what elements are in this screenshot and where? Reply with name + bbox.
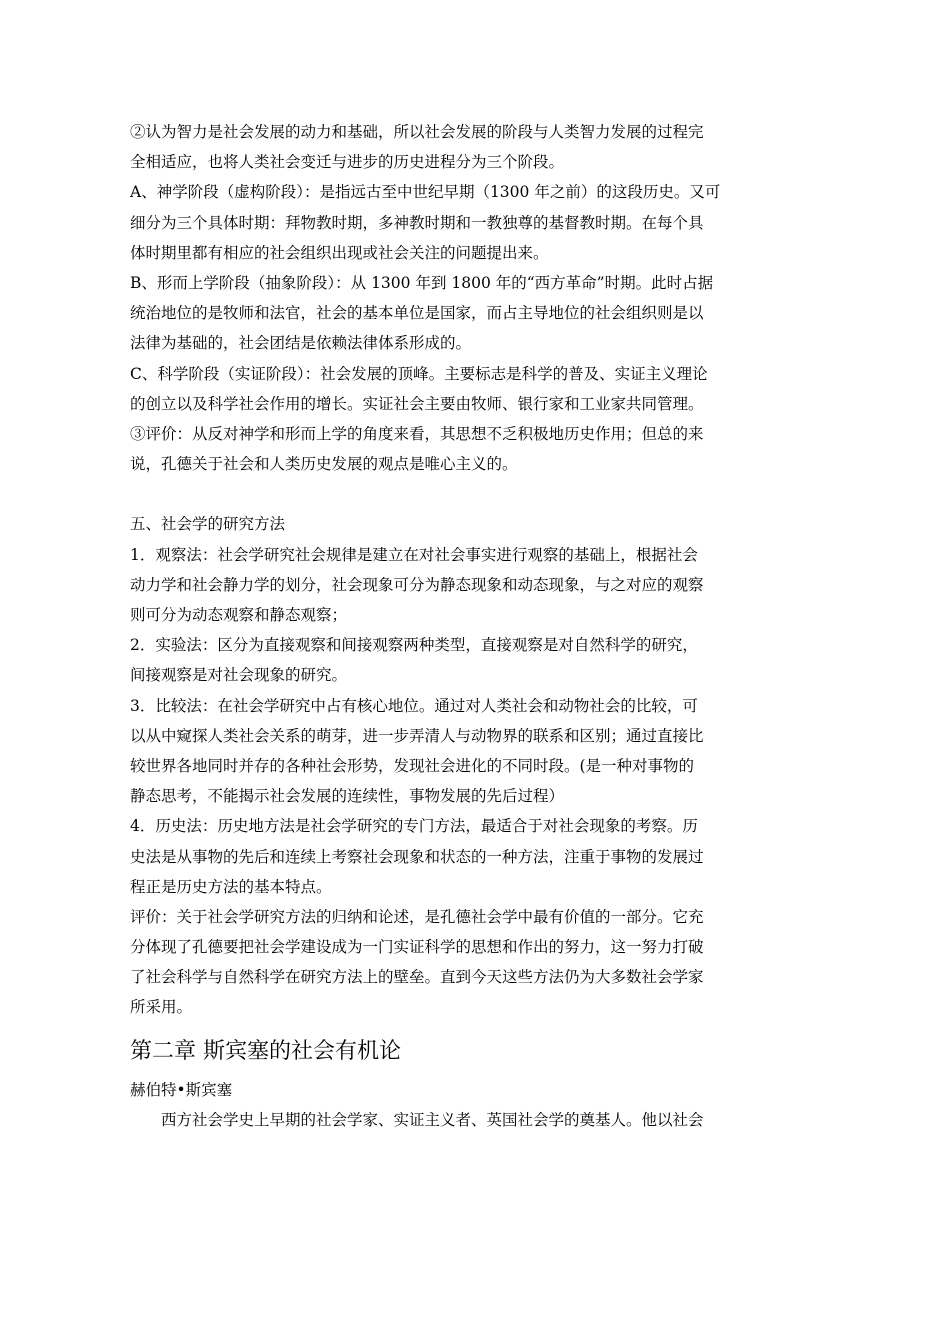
- paragraph-line: C、科学阶段（实证阶段）：社会发展的顶峰。主要标志是科学的普及、实证主义理论: [130, 364, 708, 383]
- research-methods-section: [130, 509, 778, 1022]
- paragraph-line: 说，孔德关于社会和人类历史发展的观点是唯心主义的。: [130, 455, 518, 474]
- paragraph-line: 评价：关于社会学研究方法的归纳和论述，是孔德社会学中最有价值的一部分。它充: [130, 907, 704, 926]
- document-body: [130, 117, 778, 1135]
- paragraph-line: 全相适应，也将人类社会变迁与进步的历史进程分为三个阶段。: [130, 153, 565, 172]
- paragraph-line: 较世界各地同时并存的各种社会形势，发现社会进化的不同时段。(是一种对事物的: [130, 756, 695, 775]
- paragraph-line: 细分为三个具体时期：拜物教时期，多神教时期和一教独尊的基督教时期。在每个具: [130, 213, 704, 232]
- paragraph-line: 程正是历史方法的基本特点。: [130, 877, 332, 896]
- paragraph-line: 静态思考，不能揭示社会发展的连续性，事物发展的先后过程）: [130, 787, 565, 806]
- chapter-title: 第二章 斯宾塞的社会有机论: [130, 1038, 401, 1064]
- paragraph-line: 法律为基础的，社会团结是依赖法律体系形成的。: [130, 334, 472, 353]
- intro-paragraph-line: 西方社会学史上早期的社会学家、实证主义者、英国社会学的奠基人。他以社会: [161, 1110, 704, 1129]
- paragraph-line: 的创立以及科学社会作用的增长。实证社会主要由牧师、银行家和工业家共同管理。: [130, 394, 704, 413]
- paragraph-line: ③评价：从反对神学和形而上学的角度来看，其思想不乏积极地历史作用；但总的来: [130, 424, 704, 443]
- paragraph-line: 2．实验法：区分为直接观察和间接观察两种类型，直接观察是对自然科学的研究，: [130, 636, 698, 655]
- author-name: 赫伯特•斯宾塞: [130, 1080, 233, 1099]
- paragraph-line: 所采用。: [130, 998, 193, 1017]
- comte-stages-section: [130, 117, 778, 479]
- paragraph-line: ②认为智力是社会发展的动力和基础，所以社会发展的阶段与人类智力发展的过程完: [130, 123, 704, 141]
- paragraph-line: B、形而上学阶段（抽象阶段）：从 1300 年到 1800 年的“西方革命”时期。此时占据: [130, 273, 714, 292]
- paragraph-line: 统治地位的是牧师和法官，社会的基本单位是国家，而占主导地位的社会组织则是以: [130, 304, 704, 323]
- paragraph-line: 分体现了孔德要把社会学建设成为一门实证科学的思想和作出的努力，这一努力打破: [130, 938, 704, 957]
- paragraph-spacer: [130, 479, 778, 509]
- paragraph-line: 1．观察法：社会学研究社会规律是建立在对社会事实进行观察的基础上，根据社会: [130, 545, 698, 564]
- paragraph-line: 史法是从事物的先后和连续上考察社会现象和状态的一种方法，注重于事物的发展过: [130, 847, 704, 866]
- paragraph-line: 动力学和社会静力学的划分，社会现象可分为静态现象和动态现象，与之对应的观察: [130, 575, 704, 594]
- paragraph-line: 3．比较法：在社会学研究中占有核心地位。通过对人类社会和动物社会的比较，可: [130, 696, 698, 715]
- paragraph-line: 了社会科学与自然科学在研究方法上的壁垒。直到今天这些方法仍为大多数社会学家: [130, 968, 704, 987]
- paragraph-line: 体时期里都有相应的社会组织出现或社会关注的问题提出来。: [130, 243, 549, 262]
- paragraph-line: 间接观察是对社会现象的研究。: [130, 666, 348, 685]
- paragraph-line: 以从中窥探人类社会关系的萌芽，进一步弄清人与动物界的联系和区别；通过直接比: [130, 726, 704, 745]
- section-heading: 五、社会学的研究方法: [130, 515, 286, 534]
- paragraph-line: A、神学阶段（虚构阶段）：是指远古至中世纪早期（1300 年之前）的这段历史。又可: [130, 183, 721, 202]
- paragraph-line: 则可分为动态观察和静态观察；: [130, 606, 348, 624]
- paragraph-line: 4．历史法：历史地方法是社会学研究的专门方法，最适合于对社会现象的考察。历: [130, 817, 698, 836]
